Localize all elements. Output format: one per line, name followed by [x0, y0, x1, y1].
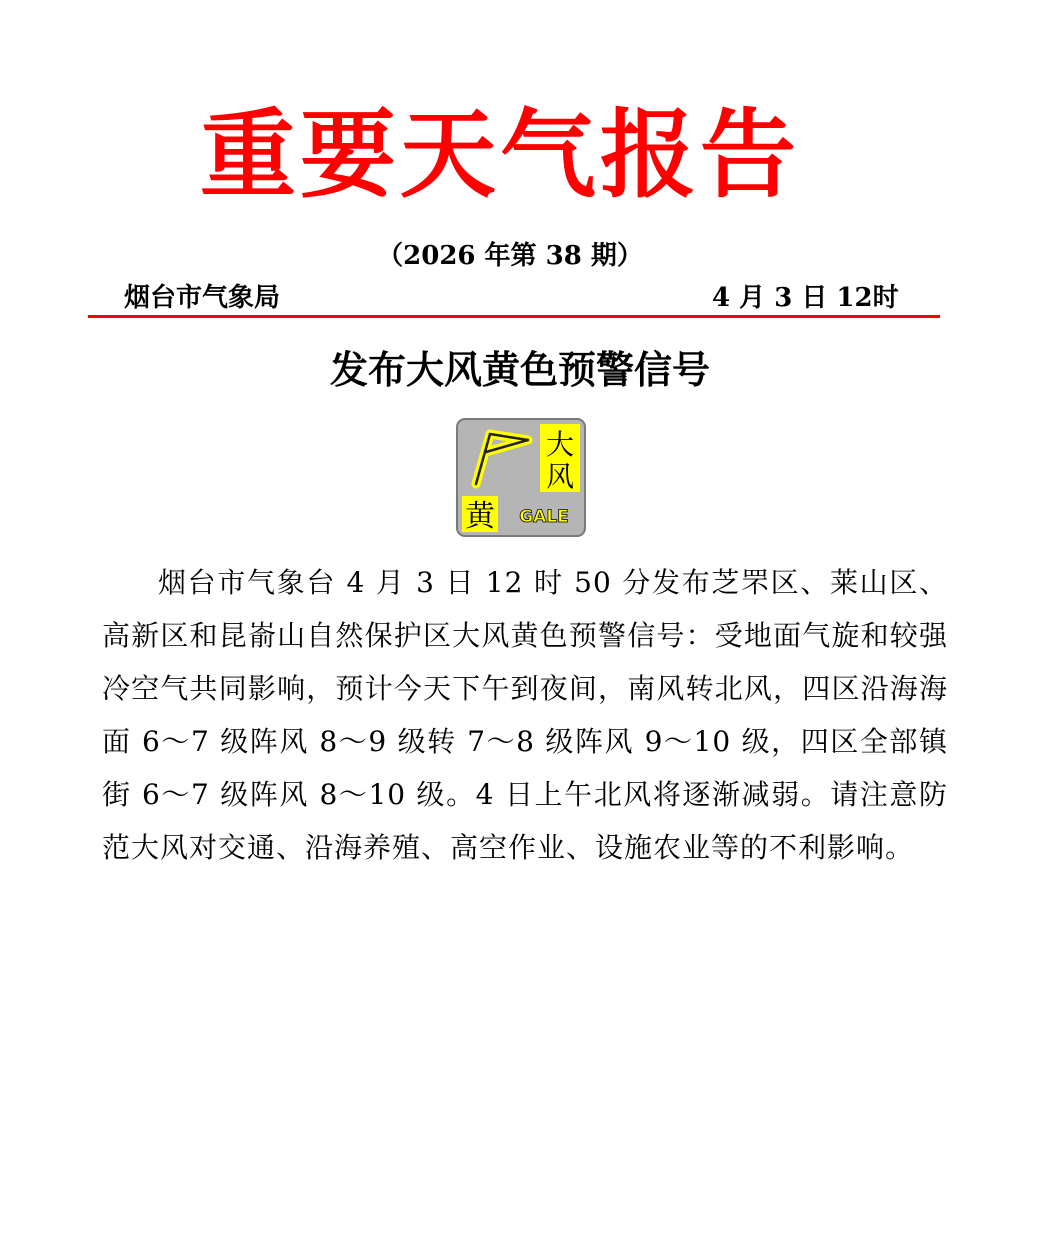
issuer: 烟台市气象局: [124, 283, 281, 313]
gale-yellow-warning-icon: [456, 418, 586, 537]
header-divider: [88, 315, 940, 318]
signal-char-big: 大: [545, 428, 575, 461]
signal-char-level: 黄: [465, 499, 495, 534]
issue-number: （2026 年第 38 期）: [377, 241, 643, 271]
warning-headline: 发布大风黄色预警信号: [329, 348, 710, 392]
report-title: 重要天气报告: [200, 98, 800, 211]
issue-time: 4 月 3 日 12时: [712, 283, 899, 313]
warning-body-text: 烟台市气象台 4 月 3 日 12 时 50 分发布芝罘区、莱山区、高新区和昆嵛山自然保护区大风黄色预警信号：受地面气旋和较强冷空气共同影响，预计今天下午到夜间，南风转北风，四区沿海海面 6～7 级阵风 8～9 级转 7～8 级阵风 9～10 级，四区全部镇街 6～7 级阵风 8～10 级。4 日上午北风将逐渐减弱。请注意防范大风对交通、沿海养殖、高空作业、设施农业等的不利影响。: [102, 566, 948, 864]
signal-char-wind: 风: [545, 460, 575, 493]
signal-code: GALE: [519, 507, 569, 527]
